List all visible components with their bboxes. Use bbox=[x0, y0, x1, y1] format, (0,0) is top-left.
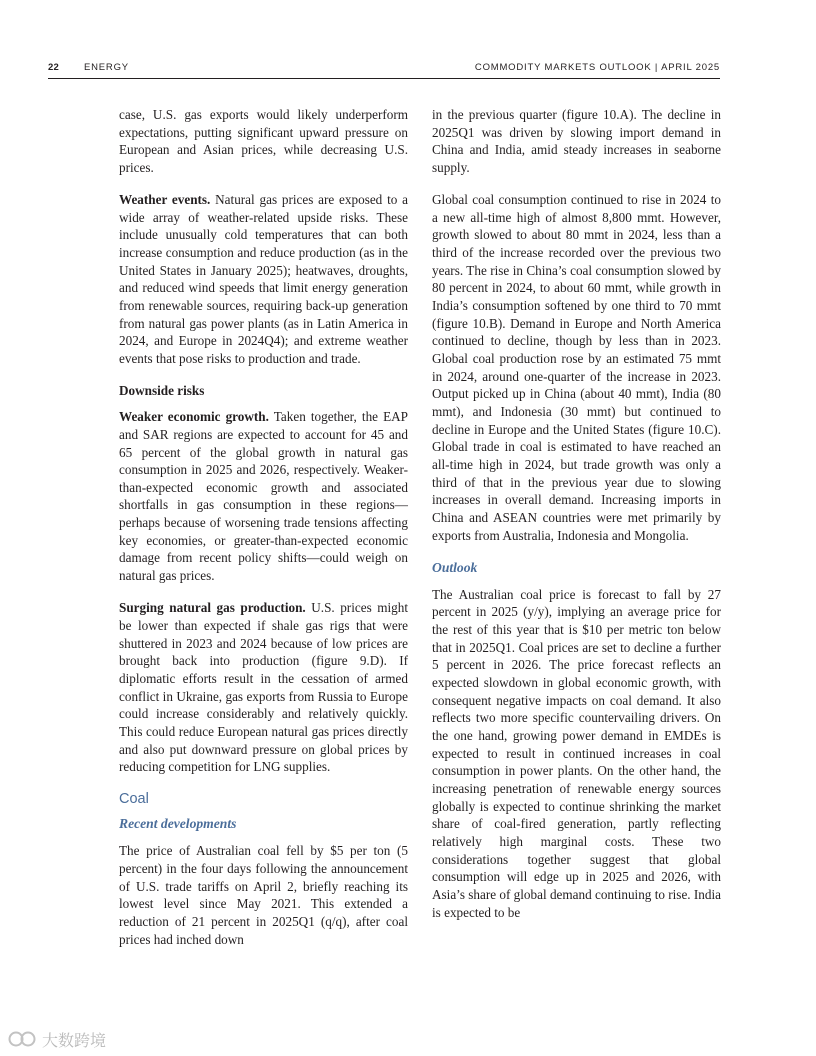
section-name: ENERGY bbox=[84, 62, 129, 73]
paragraph: case, U.S. gas exports would likely underperform expectations, putting significant upward pressure on European and Asian prices, while decreasing U.S. prices. bbox=[119, 107, 408, 175]
watermark-logo-icon bbox=[8, 1028, 38, 1050]
watermark-text: 大数跨境 bbox=[42, 1030, 107, 1050]
page-number: 22 bbox=[48, 62, 59, 73]
paragraph-body: U.S. prices might be lower than expected if shale gas rigs that were shuttered in 2023 and 2024 because of low prices are brought back into production (figure 9.D). If diplomatic efforts result in the cessation of armed conflict in Ukraine, gas exports from Russia to Europe could increase considerably and relatively quickly. This could reduce European natural gas prices directly and also put downward pressure on global prices by reducing competition for LNG supplies. bbox=[119, 600, 409, 775]
right-column bbox=[432, 106, 721, 936]
run-in-heading: Weaker economic growth. bbox=[119, 409, 269, 425]
paragraph: The price of Australian coal fell by $5 per ton (5 percent) in the four days following the announcement of U.S. trade tariffs on April 2, briefly reaching its lowest level since May 2021. This extended a reduction of 21 percent in 2025Q1 (q/q), after coal prices had inched down bbox=[119, 843, 408, 947]
paragraph: The Australian coal price is forecast to fall by 27 percent in 2025 (y/y), implying an average price for the rest of this year that is $10 per metric ton below that in 2025Q1. Coal prices are set to decline a further 5 percent in 2026. The price forecast reflects an expected slowdown in global economic growth, with consequent negative impacts on coal demand. It also reflects two more specific countervailing drivers. On the one hand, growing power demand in EMDEs is expected to result in continued increases in coal consumption in power plants. On the other hand, the increasing penetration of renewable energy sources globally is expected to continue shrinking the market share of coal-fired generation, partly reflecting relatively high marginal costs. These two considerations together suggest that global consumption will edge up in 2025 and 2026, with Asia’s share of global demand continuing to rise. India is expected to be bbox=[432, 586, 721, 920]
downside-risks-heading: Downside risks bbox=[119, 383, 205, 399]
paragraph: Global coal consumption continued to rise in 2024 to a new all-time high of almost 8,800 mmt. However, growth slowed to about 80 mmt in 2024, less than a third of the increase recorded over the previous two years. The rise in China’s coal consumption slowed by 80 percent in 2024, to about 60 mmt, while growth in India’s consumption softened by one third to 70 mmt (figure 10.B). Demand in Europe and North America continued to decline, though by less than in 2023. Global coal production rose by an estimated 75 mmt in 2024, around one-quarter of the increase in 2023. Output picked up in China (about 40 mmt), India (80 mmt), and Indonesia (30 mmt) but continued to decline in Europe and the United States (figure 10.C). Global trade in coal is estimated to have reached an all-time high in 2024, but trade growth was only a third of that in the previous year due to slowing increases in overall demand. Increasing imports in China and ASEAN countries were met primarily by exports from Australia, Indonesia and Mongolia. bbox=[432, 192, 721, 543]
recent-developments-heading: Recent developments bbox=[119, 816, 237, 832]
paragraph-weather-events bbox=[119, 191, 408, 368]
watermark bbox=[8, 1026, 106, 1052]
run-in-heading: Weather events. bbox=[119, 192, 211, 208]
paragraph-body: Taken together, the EAP and SAR regions are expected to account for 45 and 65 percent of the global growth in natural gas consumption in 2025 and 2026, respectively. Weaker-than-expected economic growth and associated shortfalls in gas consumption in these regions—perhaps because of worsening trade tensions affecting key economies, or greater-than-expected economic damage from recent policy shifts—could weigh on natural gas prices. bbox=[119, 409, 408, 584]
paragraph-weaker-growth bbox=[119, 408, 408, 585]
run-in-heading: Surging natural gas production. bbox=[119, 600, 306, 616]
report-title: COMMODITY MARKETS OUTLOOK | APRIL 2025 bbox=[474, 62, 720, 73]
paragraph-body: Natural gas prices are exposed to a wide array of weather-related upside risks. These include unusually cold temperatures that can both increase consumption and reduce production (as in the United States in January 2025); heatwaves, droughts, and reduced wind speeds that limit energy generation from renewable sources, requiring back-up generation from natural gas power plants (as in Latin America in 2024, and Europe in 2024Q4); and extreme weather events that pose risks to production and trade. bbox=[119, 192, 408, 367]
coal-section-heading: Coal bbox=[119, 791, 149, 808]
outlook-heading: Outlook bbox=[432, 559, 478, 575]
paragraph-surging-production bbox=[119, 599, 408, 776]
left-column bbox=[119, 106, 408, 963]
paragraph: in the previous quarter (figure 10.A). The decline in 2025Q1 was driven by slowing import demand in China and India, amid steady increases in seaborne supply. bbox=[432, 107, 721, 175]
page-header bbox=[48, 62, 720, 79]
